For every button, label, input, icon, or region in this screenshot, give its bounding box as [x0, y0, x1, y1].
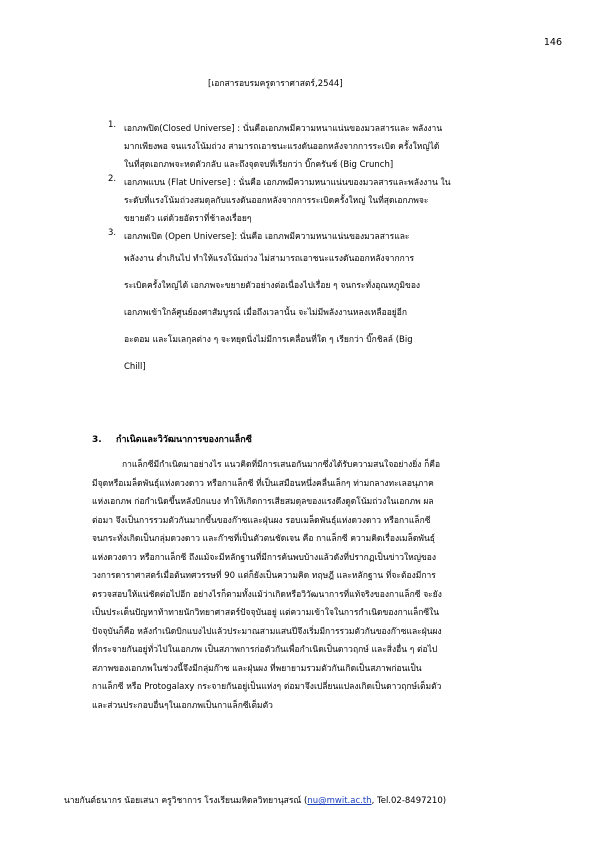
- section-number: 3.: [92, 435, 102, 445]
- list-item-line: ในที่สุดเอกภพจะหดตัวกลับ และถึงจุดจบที่เรียกว่า บิ๊กครันช์ (Big Crunch]: [124, 160, 394, 170]
- list-item-line: เอกภพปิด(Closed Universe] : นั่นคือเอกภพมีความหนาแน่นของมวลสารและ พลังงาน: [124, 124, 443, 134]
- paragraph-line: เป็นประเด็นปัญหาท้าทายนักวิทยาศาสตร์ปัจจุบันอยู่ แต่ความเข้าใจในการกำเนิดของกาแล็กซีใน: [92, 608, 440, 618]
- list-item-line: มากเพียงพอ จนแรงโน้มถ่วง สามารถเอาชนะแรงดันออกหลังจากการระเบิด ครั้งใหญ่ได้: [124, 142, 440, 152]
- list-item-line: เอกภพเปิด (Open Universe]: นั่นคือ เอกภพมีความหนาแน่นของมวลสารและ: [124, 232, 410, 242]
- list-item-line: เอกภพแบน (Flat Universe] : นั่นคือ เอกภพมีความหนาแน่นของมวลสารและพลังงาน ใน: [124, 178, 451, 188]
- list-item: [108, 174, 558, 228]
- footer-email-link[interactable]: nu@mwit.ac.th: [307, 796, 372, 806]
- list-item-line: เอกภพเข้าใกล้ศูนย์องศาสัมบูรณ์ เมื่อถึงเวลานั้น จะไม่มีพลังงานหลงเหลืออยู่อีก: [124, 308, 408, 318]
- footer-phone: , Tel.02-8497210): [371, 796, 447, 806]
- paragraph-line: กาแล็กซี หรือ Protogalaxy กระจายกันอยู่เป็นแห่งๆ ต่อมาจึงเปลี่ยนแปลงเกิดเป็นดาวฤกษ์เต็มตัว: [92, 682, 442, 692]
- list-item-line: ระดับที่แรงโน้มถ่วงสมดุลกับแรงดันออกหลังจากการระเบิดครั้งใหญ่ ในที่สุดเอกภพจะ: [124, 196, 429, 206]
- list-item-line: Chill]: [124, 362, 146, 372]
- paragraph-line: ปัจจุบันก็คือ หลังกำเนิดบิกแบงไปแล้วประมาณสามแสนปีจึงเริ่มมีการรวมตัวกันของก๊าซและฝุ่นผง: [92, 626, 442, 637]
- paragraph-line: กาแล็กซีมีกำเนิดมาอย่างไร แนวคิดที่มีการเสนอกันมากซึ่งได้รับความสนใจอย่างยิ่ง ก็คือ: [122, 460, 441, 470]
- paragraph-line: วงการดาราศาสตร์เมื่อต้นทศวรรษที่ 90 แต่ก็ยังเป็นความคิด ทฤษฎี และหลักฐาน ที่จะต้องมีการ: [92, 571, 436, 581]
- list-item-number: 3.: [108, 228, 117, 238]
- list-item: [108, 120, 558, 174]
- page-footer: [64, 793, 446, 807]
- list-item-number: 1.: [108, 120, 117, 130]
- footer-author: นายกันต์ธนากร น้อยเสนา ครูวิชาการ โรงเรียนมหิดลวิทยานุสรณ์ (: [64, 796, 308, 806]
- universe-types-list: [108, 120, 558, 381]
- paragraph-line: มีจุดหรือเมล็ดพันธุ์แห่งดวงดาว หรือกาแล็กซี ที่เป็นเสมือนหนึ่งคลื่นเล็กๆ ท่ามกลางทะเลอนุภาค: [92, 478, 434, 489]
- section-title: กำเนิดและวิวัฒนาการของกาแล็กซี: [116, 435, 252, 445]
- section-heading: [92, 432, 252, 446]
- paragraph-line: แห่งดวงดาว หรือกาแล็กซี ถึงแม้จะมีหลักฐานที่มีการค้นพบบ้างแล้วดังที่ปรากฏเป็นข่าวใหญ่ของ: [92, 552, 437, 563]
- paragraph-line: สภาพของเอกภพในช่วงนี้จึงมีกลุ่มก๊าซ และฝุ่นผง ที่พยายามรวมตัวกันเกิดเป็นสภาพก่อนเป็น: [92, 663, 422, 674]
- list-item: [108, 228, 558, 381]
- list-item-line: พลังงาน ต่ำเกินไป ทำให้แรงโน้มถ่วง ไม่สามารถเอาชนะแรงดันออกหลังจากการ: [124, 254, 415, 264]
- source-citation: [เอกสารอบรมครูดาราศาสตร์,2544]: [208, 79, 343, 89]
- section-paragraph: [92, 456, 562, 715]
- list-item-line: ขยายตัว แต่ด้วยอัตราที่ช้าลงเรื่อยๆ: [124, 214, 252, 224]
- list-item-number: 2.: [108, 174, 117, 184]
- list-item-line: ระเบิดครั้งใหญ่ได้ เอกภพจะขยายตัวอย่างต่อเนื่องไปเรื่อย ๆ จนกระทั่งอุณหภูมิของ: [124, 281, 421, 291]
- list-item-line: อะตอม และโมเลกุลต่าง ๆ จะหยุดนิ่งไม่มีการเคลื่อนที่ใด ๆ เรียกว่า บิ๊กชิลล์ (Big: [124, 335, 413, 345]
- paragraph-line: ต่อมา จึงเป็นการรวมตัวกันมากขึ้นของก๊าซและฝุ่นผง รอบเมล็ดพันธุ์แห่งดวงดาว หรือกาแล็กซี: [92, 515, 431, 526]
- paragraph-line: จนกระทั่งเกิดเป็นกลุ่มดวงดาว และก๊าซที่เป็นตัวตนชัดเจน คือ กาแล็กซี ความคิดเรื่องเมล็ดพันธุ์: [92, 534, 435, 544]
- paragraph-line: ตรวจสอบให้แน่ชัดต่อไปอีก อย่างไรก็ตามทั้งแม้ว่าเกิดหรือวิวัฒนาการที่แท้จริงของกาแล็กซี จะยัง: [92, 589, 442, 600]
- paragraph-line: แห่งเอกภพ ก่อกำเนิดขึ้นหลังบิกแบง ทำให้เกิดการเสียสมดุลของแรงดึงดูดโน้มถ่วงในเอกภพ ผล: [92, 497, 434, 507]
- paragraph-line: ที่กระจายกันอยู่ทั่วไปในเอกภพ เป็นสภาพการก่อตัวกันเพื่อกำเนิดเป็นดาวฤกษ์ และสิ่งอื่น ๆ ต่อไป: [92, 645, 438, 655]
- page-number: 146: [543, 37, 562, 48]
- paragraph-line: และส่วนประกอบอื่นๆในเอกภพเป็นกาแล็กซีเต็มตัว: [92, 700, 273, 711]
